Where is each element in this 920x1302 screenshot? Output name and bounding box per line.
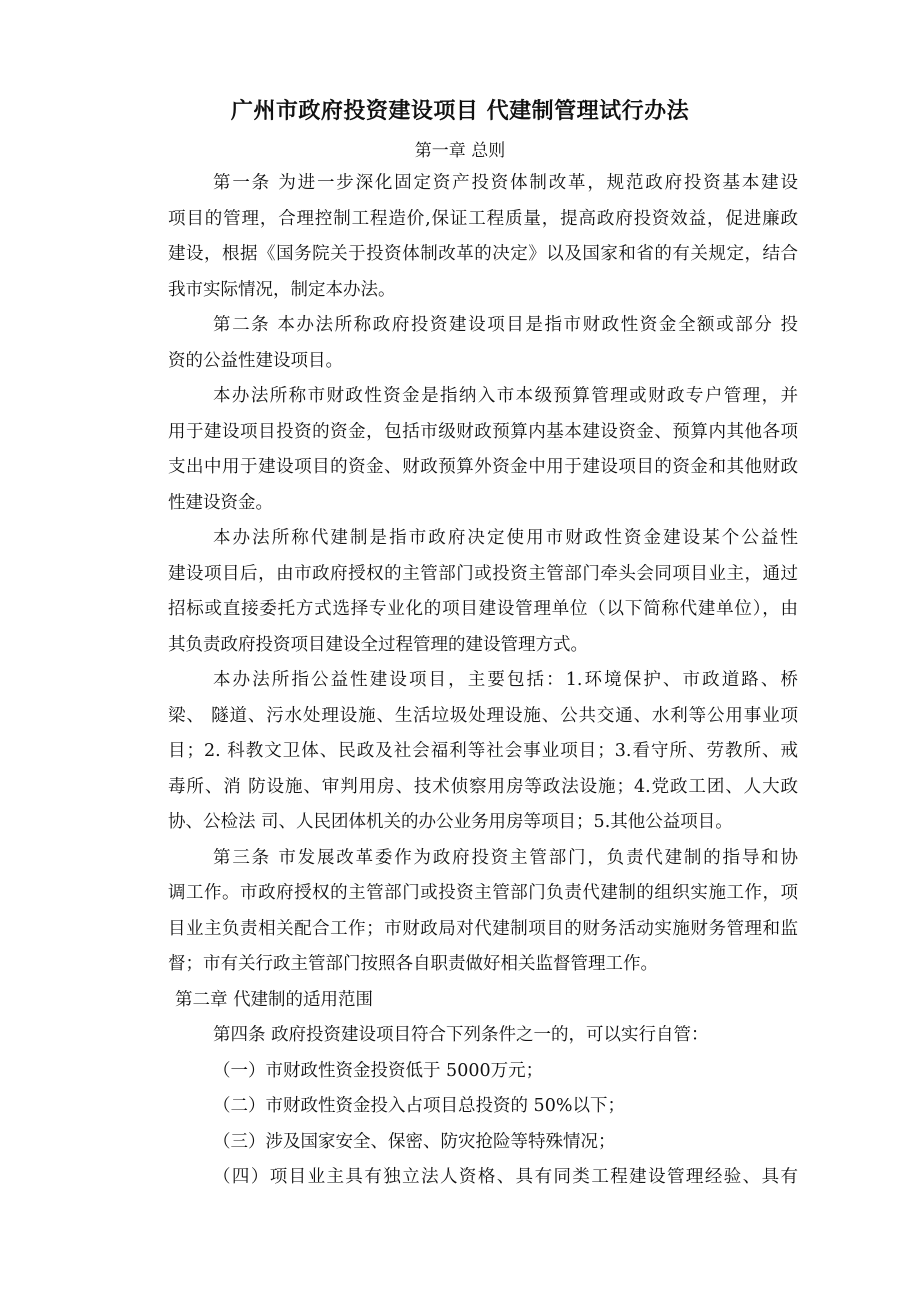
text-line: 建设，根据《国务院关于投资体制改革的决定》以及国家和省的有关规定，结合 xyxy=(168,244,798,264)
chapter-heading: 第一章 总则 xyxy=(414,141,506,161)
text-line: 毒所、消 防设施、审判用房、技术侦察用房等政法设施；4.党政工团、人大政 xyxy=(168,776,798,797)
text-line: 本办法所称市财政性资金是指纳入市本级预算管理或财政专户管理，并 xyxy=(213,386,798,406)
text-line: （二）市财政性资金投入占项目总投资的 50%以下； xyxy=(213,1096,625,1116)
text-line: 其负责政府投资项目建设全过程管理的建设管理方式。 xyxy=(168,634,588,655)
chapter-heading: 第二章 代建制的适用范围 xyxy=(175,989,374,1010)
text-line: 梁、 隧道、污水处理设施、生活垃圾处理设施、公共交通、水利等公用事业项 xyxy=(168,705,798,726)
text-line: 建设项目后，由市政府授权的主管部门或投资主管部门牵头会同项目业主，通过 xyxy=(168,563,798,584)
text-line: 调工作。市政府授权的主管部门或投资主管部门负责代建制的组织实施工作，项 xyxy=(168,883,798,903)
text-line: （三）涉及国家安全、保密、防灾抢险等特殊情况； xyxy=(213,1131,616,1152)
text-line: 第一条 为进一步深化固定资产投资体制改革，规范政府投资基本建设 xyxy=(213,173,798,193)
text-line: 目业主负责相关配合工作；市财政局对代建制项目的财务活动实施财务管理和监 xyxy=(168,918,798,939)
text-line: （一）市财政性资金投资低于 5000万元； xyxy=(213,1060,544,1081)
text-line: 目；2. 科教文卫体、民政及社会福利等社会事业项目；3.看守所、劳教所、戒 xyxy=(168,741,798,761)
text-line: 协、公检法 司、人民团体机关的办公业务用房等项目；5.其他公益项目。 xyxy=(168,812,733,832)
text-line: 资的公益性建设项目。 xyxy=(168,350,343,371)
text-line: 用于建设项目投资的资金，包括市级财政预算内基本建设资金、预算内其他各项 xyxy=(168,421,798,442)
text-line: 项目的管理，合理控制工程造价,保证工程质量，提高政府投资效益，促进廉政 xyxy=(168,208,798,229)
text-line: 督；市有关行政主管部门按照各自职责做好相关监督管理工作。 xyxy=(168,954,658,974)
text-line: 第四条 政府投资建设项目符合下列条件之一的，可以实行自管： xyxy=(213,1025,709,1045)
text-line: 第三条 市发展改革委作为政府投资主管部门，负责代建制的指导和协 xyxy=(213,847,798,868)
text-line: 支出中用于建设项目的资金、财政预算外资金中用于建设项目的资金和其他财政 xyxy=(168,457,798,477)
text-line: 招标或直接委托方式选择专业化的项目建设管理单位（以下简称代建单位），由 xyxy=(168,599,798,619)
text-line: 本办法所称代建制是指市政府决定使用市财政性资金建设某个公益性 xyxy=(213,528,798,548)
text-line: 我市实际情况，制定本办法。 xyxy=(168,279,396,300)
document-title: 广州市政府投资建设项目 代建制管理试行办法 xyxy=(230,99,690,124)
text-line: 性建设资金。 xyxy=(168,492,273,513)
text-line: 本办法所指公益性建设项目，主要包括：1.环境保护、市政道路、桥 xyxy=(213,670,798,690)
text-line: （四）项目业主具有独立法人资格、具有同类工程建设管理经验、具有 xyxy=(213,1167,798,1187)
text-line: 第二条 本办法所称政府投资建设项目是指市财政性资金全额或部分 投 xyxy=(213,315,798,335)
